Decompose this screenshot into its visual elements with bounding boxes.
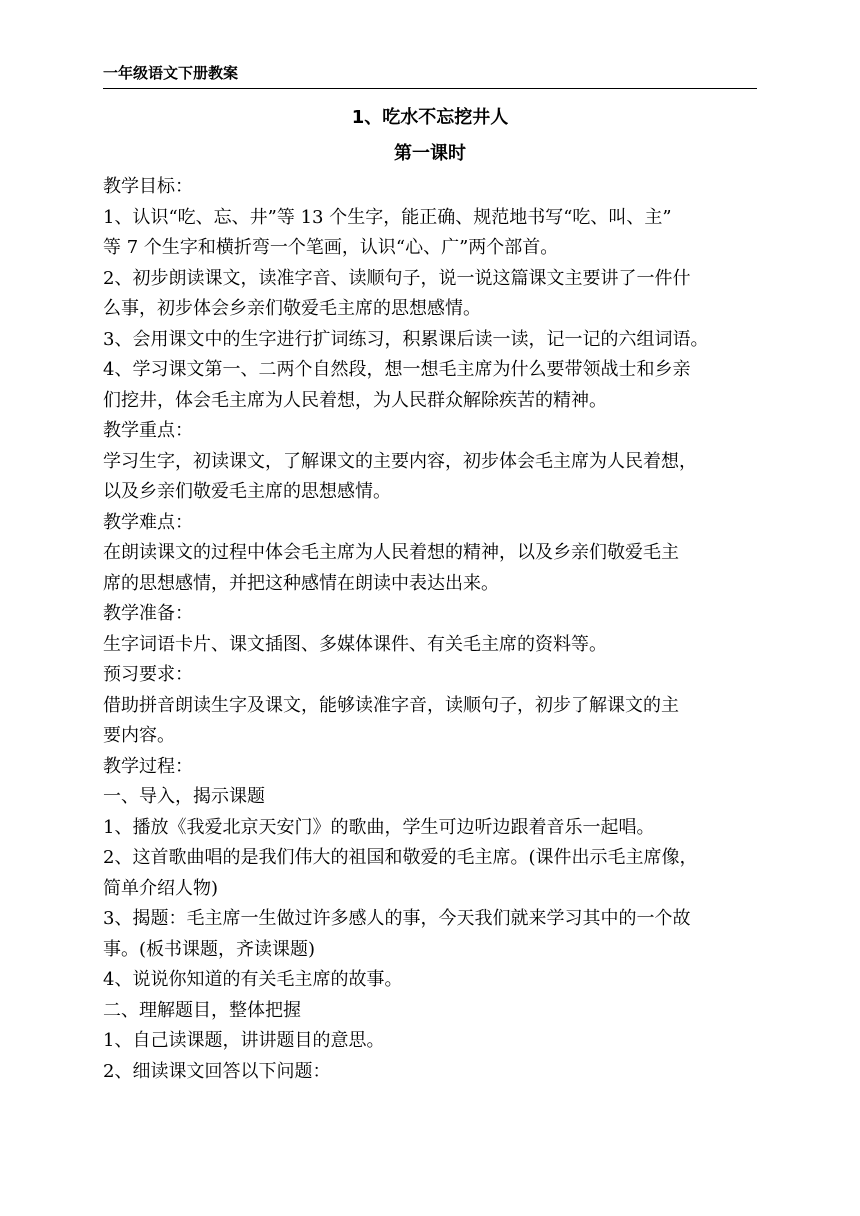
body-line: 要内容。	[103, 725, 175, 746]
lesson-body	[103, 172, 761, 1087]
body-line: 借助拼音朗读生字及课文，能够读准字音，读顺句子，初步了解课文的主	[103, 694, 679, 716]
body-line: 一、导入，揭示课题	[103, 786, 265, 807]
body-line: 教学过程：	[103, 755, 193, 777]
body-line: 预习要求：	[103, 664, 193, 685]
header-text: 一年级语文下册教案	[103, 64, 239, 82]
body-line: 二、理解题目，整体把握	[103, 999, 301, 1021]
body-line: 们挖井，体会毛主席为人民着想，为人民群众解除疾苦的精神。	[103, 389, 607, 411]
body-line: 1、播放《我爱北京天安门》的歌曲，学生可边听边跟着音乐一起唱。	[103, 816, 655, 838]
body-line: 么事，初步体会乡亲们敬爱毛主席的思想感情。	[103, 298, 481, 319]
body-line: 在朗读课文的过程中体会毛主席为人民着想的精神，以及乡亲们敬爱毛主	[103, 542, 679, 563]
lesson-title: 1、吃水不忘挖井人	[351, 107, 509, 128]
body-line: 学习生字，初读课文，了解课文的主要内容，初步体会毛主席为人民着想，	[103, 450, 697, 472]
body-line: 2、初步朗读课文，读准字音、读顺句子，说一说这篇课文主要讲了一件什	[103, 267, 691, 289]
body-line: 2、细读课文回答以下问题：	[103, 1060, 331, 1082]
body-line: 事。(板书课题，齐读课题)	[103, 938, 316, 960]
body-line: 以及乡亲们敬爱毛主席的思想感情。	[103, 481, 391, 502]
body-line: 教学重点：	[103, 420, 193, 441]
body-line: 3、会用课文中的生字进行扩词练习，积累课后读一读，记一记的六组词语。	[103, 328, 709, 350]
body-line: 教学目标：	[103, 176, 193, 197]
body-line: 教学准备：	[103, 603, 193, 624]
body-line: 生字词语卡片、课文插图、多媒体课件、有关毛主席的资料等。	[103, 633, 607, 655]
lesson-subtitle: 第一课时	[394, 143, 466, 164]
body-line: 简单介绍人物)	[103, 877, 219, 899]
body-line: 2、这首歌曲唱的是我们伟大的祖国和敬爱的毛主席。(课件出示毛主席像，	[103, 847, 698, 868]
body-line: 4、说说你知道的有关毛主席的故事。	[103, 969, 403, 990]
body-line: 教学难点：	[103, 511, 193, 533]
body-line: 席的思想感情，并把这种感情在朗读中表达出来。	[103, 572, 499, 594]
page-header	[103, 62, 757, 89]
body-line: 1、自己读课题，讲讲题目的意思。	[103, 1030, 385, 1051]
body-line: 等 7 个生字和横折弯一个笔画，认识“心、广”两个部首。	[103, 237, 559, 258]
body-line: 1、认识“吃、忘、井”等 13 个生字，能正确、规范地书写“吃、叫、主”	[103, 206, 672, 228]
body-line: 3、揭题：毛主席一生做过许多感人的事，今天我们就来学习其中的一个故	[103, 908, 691, 929]
body-line: 4、学习课文第一、二两个自然段，想一想毛主席为什么要带领战士和乡亲	[103, 359, 691, 380]
